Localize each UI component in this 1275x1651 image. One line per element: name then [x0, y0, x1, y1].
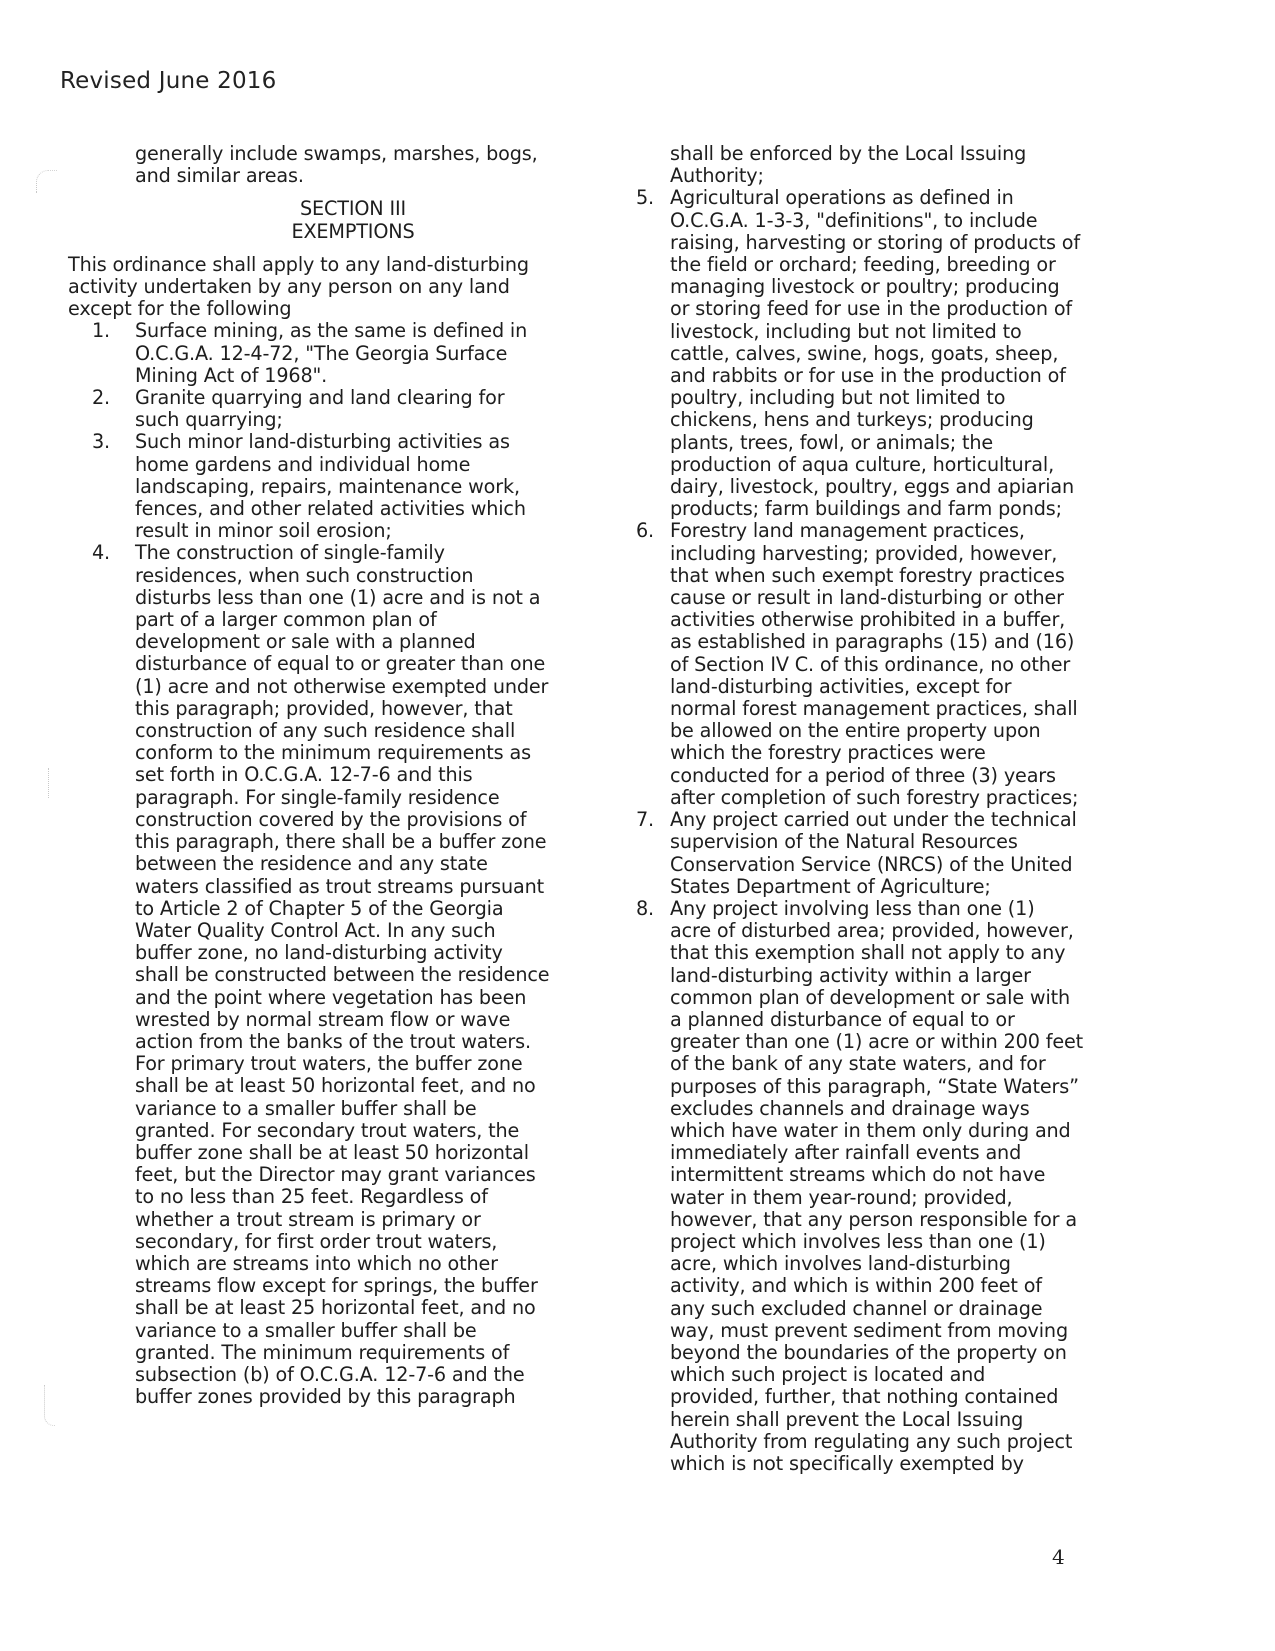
text-line: project which involves less than one (1)	[670, 1229, 1046, 1253]
text-line: beyond the boundaries of the property on	[670, 1340, 1067, 1364]
text-line: way, must prevent sediment from moving	[670, 1318, 1068, 1342]
text-line: Water Quality Control Act. In any such	[135, 918, 496, 942]
text-line: secondary, for first order trout waters,	[135, 1229, 498, 1253]
text-line: fences, and other related activities which	[135, 497, 526, 521]
text-line: excludes channels and drainage ways	[670, 1096, 1030, 1120]
text-line: shall be at least 25 horizontal feet, and no	[135, 1296, 536, 1320]
text-line: Mining Act of 1968".	[135, 363, 328, 387]
text-line: that when such exempt forestry practices	[670, 563, 1065, 587]
text-line: Conservation Service (NRCS) of the United	[670, 852, 1073, 876]
section-title: EXEMPTIONS	[291, 219, 415, 243]
text-line: land-disturbing activities, except for	[670, 674, 1012, 698]
section-heading	[68, 198, 518, 242]
exemption-item-2	[68, 387, 548, 431]
text-line: variance to a smaller buffer shall be	[135, 1096, 477, 1120]
text-line: normal forest management practices, shall	[670, 697, 1078, 721]
text-line: shall be enforced by the Local Issuing	[670, 142, 1027, 165]
text-line: water in them year-round; provided,	[670, 1185, 1013, 1209]
text-line: of Section IV C. of this ordinance, no other	[670, 652, 1071, 676]
text-line: and rabbits or for use in the production of	[670, 364, 1066, 388]
text-line: subsection (b) of O.C.G.A. 12-7-6 and the	[135, 1362, 525, 1386]
text-line: between the residence and any state	[135, 852, 488, 876]
text-line: shall be constructed between the residence	[135, 963, 550, 987]
text-line: action from the banks of the trout waters.	[135, 1029, 531, 1053]
text-line: and the point where vegetation has been	[135, 985, 527, 1009]
list-number: 2.	[92, 386, 111, 410]
list-number: 8.	[636, 896, 655, 920]
text-line: land-disturbing activity within a larger	[670, 963, 1031, 987]
text-line: that this exemption shall not apply to any	[670, 941, 1066, 965]
scan-artifact-mark	[44, 1385, 55, 1426]
text-line: Granite quarrying and land clearing for	[135, 386, 505, 410]
text-line: be allowed on the entire property upon	[670, 719, 1041, 743]
exemption-item-3	[68, 431, 548, 542]
text-line: variance to a smaller buffer shall be	[135, 1318, 477, 1342]
text-line: a planned disturbance of equal to or	[670, 1007, 1015, 1031]
text-line: acre of disturbed area; provided, however,	[670, 919, 1074, 943]
text-line: O.C.G.A. 1-3-3, "definitions", to include	[670, 208, 1038, 232]
text-line: set forth in O.C.G.A. 12-7-6 and this	[135, 763, 473, 787]
text-line: Authority;	[670, 164, 764, 188]
exemption-item-6	[636, 519, 1120, 809]
text-line: shall be at least 50 horizontal feet, and no	[135, 1074, 536, 1098]
text-line: The construction of single-family	[135, 541, 445, 565]
text-line: to Article 2 of Chapter 5 of the Georgia	[135, 896, 504, 920]
text-line: chickens, hens and turkeys; producing	[670, 408, 1034, 432]
text-line: development or sale with a planned	[135, 630, 476, 654]
text-line: Forestry land management practices,	[670, 519, 1025, 543]
text-line: livestock, including but not limited to	[670, 319, 1022, 343]
text-line: generally include swamps, marshes, bogs,	[135, 142, 538, 165]
text-line: Surface mining, as the same is defined in	[135, 319, 528, 343]
text-line: buffer zone, no land-disturbing activity	[135, 941, 503, 965]
text-line: which is not specifically exempted by	[670, 1451, 1024, 1475]
text-line: or storing feed for use in the production of	[670, 297, 1073, 321]
text-line: waters classified as trout streams pursuant	[135, 874, 544, 898]
text-line: wrested by normal stream flow or wave	[135, 1007, 511, 1031]
exemption-item-1	[68, 320, 548, 387]
text-line: conducted for a period of three (3) years	[670, 763, 1056, 787]
text-line: residences, when such construction	[135, 563, 474, 587]
list-number: 3.	[92, 430, 111, 454]
text-line: common plan of development or sale with	[670, 985, 1071, 1009]
text-line: to no less than 25 feet. Regardless of	[135, 1185, 488, 1209]
text-line: O.C.G.A. 12-4-72, "The Georgia Surface	[135, 341, 508, 365]
text-line: immediately after rainfall events and	[670, 1141, 1022, 1165]
list-number: 5.	[636, 186, 655, 210]
text-line: as established in paragraphs (15) and (16)	[670, 630, 1075, 654]
text-line: the field or orchard; feeding, breeding or	[670, 253, 1056, 277]
exemption-item-4	[68, 542, 548, 1408]
text-line: products; farm buildings and farm ponds;	[670, 497, 1062, 521]
text-line: disturbance of equal to or greater than one	[135, 652, 546, 676]
exemption-item-7	[636, 808, 1120, 898]
exemption-item-5	[636, 186, 1120, 521]
text-line: whether a trout stream is primary or	[135, 1207, 481, 1231]
text-line: granted. For secondary trout waters, the	[135, 1118, 520, 1142]
scan-artifact-mark	[36, 170, 57, 193]
revision-date-header: Revised June 2016	[60, 68, 277, 94]
list-number: 6.	[636, 519, 655, 543]
list-number: 4.	[92, 541, 111, 565]
text-line: intermittent streams which do not have	[670, 1163, 1046, 1187]
scan-artifact-mark	[48, 768, 55, 798]
text-line: granted. The minimum requirements of	[135, 1340, 510, 1364]
intro-paragraph	[68, 254, 548, 321]
text-line: dairy, livestock, poultry, eggs and apiarian	[670, 475, 1075, 499]
text-line: Such minor land-disturbing activities as	[135, 430, 510, 454]
carryover-paragraph	[68, 143, 548, 187]
text-line: which the forestry practices were	[670, 741, 986, 765]
left-column	[68, 143, 548, 1408]
text-line: which have water in them only during and	[670, 1118, 1071, 1142]
text-line: buffer zones provided by this paragraph	[135, 1385, 516, 1409]
text-line: activities otherwise prohibited in a buffer,	[670, 608, 1066, 632]
text-line: construction covered by the provisions of	[135, 807, 527, 831]
list-number: 1.	[92, 319, 111, 343]
text-line: poultry, including but not limited to	[670, 386, 1006, 410]
text-line: greater than one (1) acre or within 200 feet	[670, 1030, 1084, 1054]
text-line: production of aqua culture, horticultural,	[670, 452, 1055, 476]
text-line: this paragraph, there shall be a buffer zone	[135, 830, 547, 854]
text-line: cattle, calves, swine, hogs, goats, sheep,	[670, 341, 1059, 365]
right-column	[636, 142, 1120, 1475]
text-line: and similar areas.	[135, 164, 304, 188]
page-number: 4	[1052, 1545, 1065, 1569]
text-line: raising, harvesting or storing of products of	[670, 230, 1080, 254]
text-line: activity, and which is within 200 feet of	[670, 1274, 1042, 1298]
text-line: however, that any person responsible for a	[670, 1207, 1077, 1231]
text-line: provided, further, that nothing contained	[670, 1385, 1059, 1409]
text-line: buffer zone shall be at least 50 horizontal	[135, 1140, 529, 1164]
text-line: herein shall prevent the Local Issuing	[670, 1407, 1024, 1431]
text-line: This ordinance shall apply to any land-disturbing	[68, 252, 529, 276]
text-line: which such project is located and	[670, 1363, 986, 1387]
text-line: cause or result in land-disturbing or other	[670, 586, 1064, 610]
text-line: States Department of Agriculture;	[670, 874, 991, 898]
text-line: paragraph. For single-family residence	[135, 785, 500, 809]
text-line: this paragraph; provided, however, that	[135, 696, 513, 720]
text-line: construction of any such residence shall	[135, 719, 516, 743]
text-line: conform to the minimum requirements as	[135, 741, 531, 765]
exemption-item-8	[636, 896, 1120, 1475]
text-line: such quarrying;	[135, 408, 283, 432]
text-line: (1) acre and not otherwise exempted under	[135, 674, 549, 698]
text-line: Authority from regulating any such project	[670, 1429, 1073, 1453]
text-line: of the bank of any state waters, and for	[670, 1052, 1046, 1076]
text-line: activity undertaken by any person on any land	[68, 275, 510, 299]
text-line: home gardens and individual home	[135, 452, 471, 476]
text-line: result in minor soil erosion;	[135, 519, 392, 543]
text-line: purposes of this paragraph, “State Waters”	[670, 1074, 1079, 1098]
text-line: Any project involving less than one (1)	[670, 896, 1035, 920]
text-line: except for the following	[68, 297, 292, 321]
section-number: SECTION III	[300, 197, 406, 221]
text-line: landscaping, repairs, maintenance work,	[135, 474, 520, 498]
text-line: For primary trout waters, the buffer zone	[135, 1052, 523, 1076]
text-line: acre, which involves land-disturbing	[670, 1252, 1011, 1276]
text-line: managing livestock or poultry; producing	[670, 275, 1060, 299]
text-line: Agricultural operations as defined in	[670, 186, 1014, 210]
text-line: part of a larger common plan of	[135, 608, 437, 632]
text-line: feet, but the Director may grant variances	[135, 1163, 536, 1187]
list-number: 7.	[636, 808, 655, 832]
carryover-paragraph	[660, 143, 1120, 187]
text-line: disturbs less than one (1) acre and is not a	[135, 585, 541, 609]
text-line: plants, trees, fowl, or animals; the	[670, 430, 994, 454]
text-line: any such excluded channel or drainage	[670, 1296, 1043, 1320]
text-line: including harvesting; provided, however,	[670, 541, 1058, 565]
text-line: after completion of such forestry practices;	[670, 785, 1079, 809]
text-line: which are streams into which no other	[135, 1251, 498, 1275]
text-line: supervision of the Natural Resources	[670, 830, 1018, 854]
text-line: streams flow except for springs, the buffer	[135, 1274, 538, 1298]
text-line: Any project carried out under the technical	[670, 808, 1077, 832]
